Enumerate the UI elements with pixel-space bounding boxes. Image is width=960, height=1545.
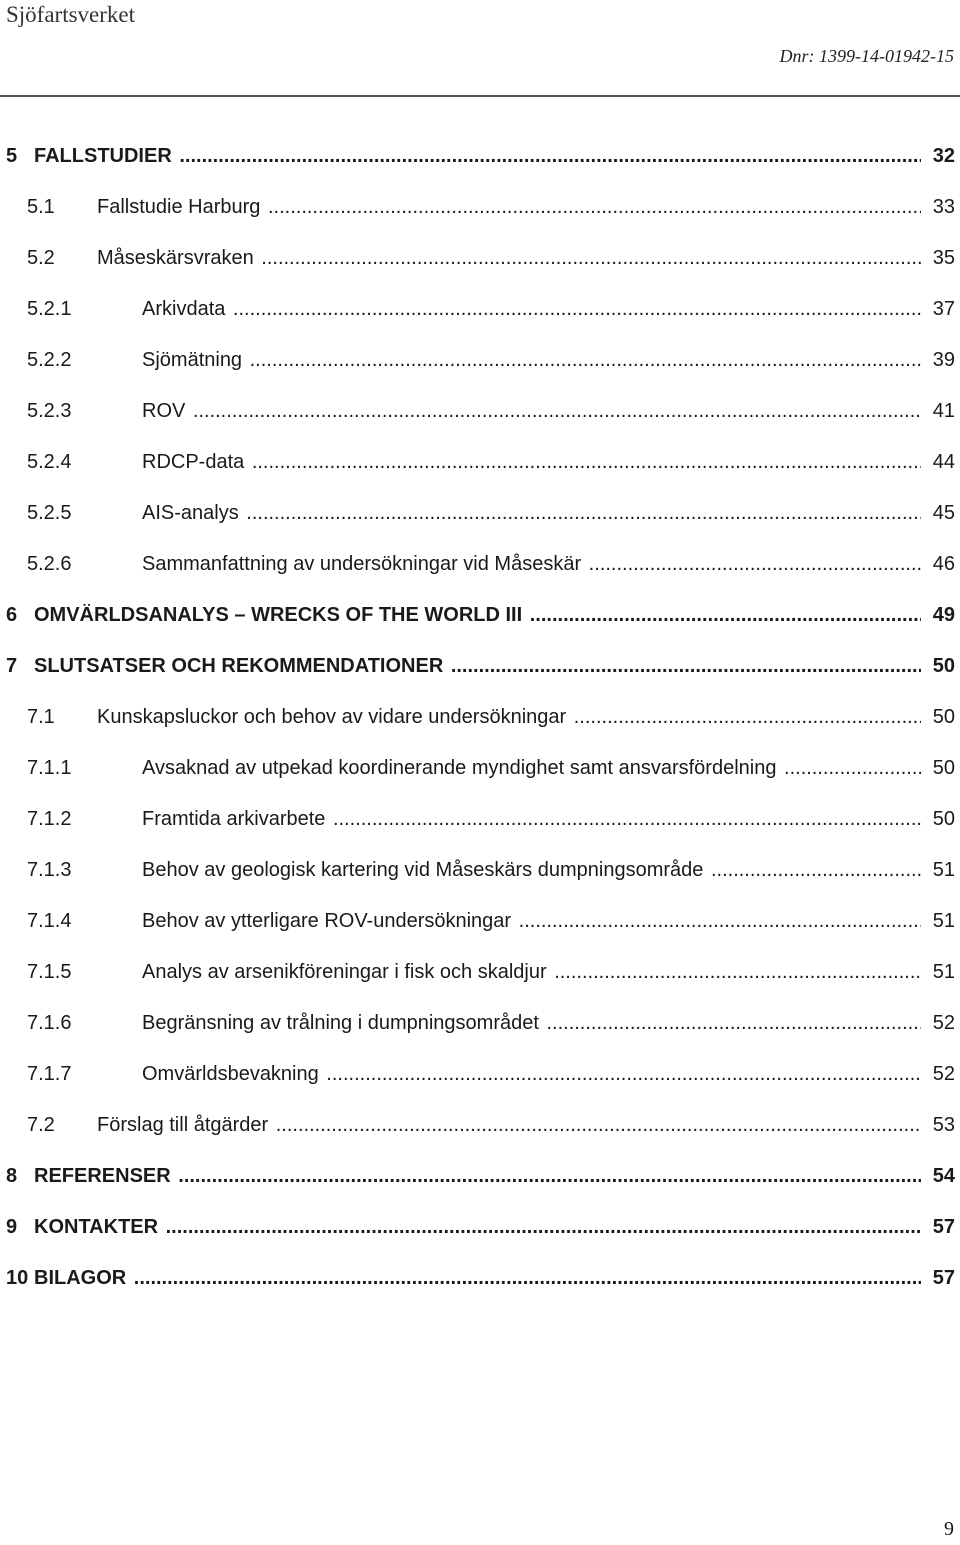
toc-entry[interactable] (0, 1159, 955, 1193)
toc-entry-page: 41 (932, 399, 955, 422)
toc-entry-number: 10 (6, 1266, 29, 1289)
toc-entry-page: 45 (932, 501, 955, 524)
toc-entry-number: 5.1 (27, 195, 55, 218)
toc-entry-title: RDCP-data ..... (142, 451, 921, 474)
toc-entry[interactable] (0, 700, 955, 734)
toc-entry-page: 52 (932, 1011, 955, 1034)
toc-entry-number: 8 (6, 1164, 18, 1187)
toc-entry-title: Arkivdata ..... (142, 298, 921, 321)
toc-entry-page: 52 (932, 1062, 955, 1085)
toc-entry-title: FALLSTUDIER ..... (34, 145, 921, 168)
toc-entry-number: 7.1.3 (27, 858, 72, 881)
toc-entry-title: Behov av ytterligare ROV-undersökningar ..... (142, 910, 921, 933)
toc-entry[interactable] (0, 802, 955, 836)
toc-entry[interactable] (0, 139, 955, 173)
toc-entry-page: 44 (932, 450, 955, 473)
toc-entry[interactable] (0, 343, 955, 377)
toc-entry-number: 9 (6, 1215, 18, 1238)
toc-entry-title: Sammanfattning av undersökningar vid Måseskär ..... (142, 553, 921, 576)
toc-entry[interactable] (0, 1108, 955, 1142)
toc-entry-title: Avsaknad av utpekad koordinerande myndighet samt ansvarsfördelning ..... (142, 757, 921, 780)
toc-entry-number: 5.2.6 (27, 552, 72, 575)
toc-entry[interactable] (0, 292, 955, 326)
toc-entry-page: 51 (932, 909, 955, 932)
toc-entry-page: 49 (932, 603, 955, 626)
toc-entry[interactable] (0, 1006, 955, 1040)
toc-entry-title: Analys av arsenikföreningar i fisk och skaldjur ..... (142, 961, 921, 984)
toc-entry-title: Sjömätning ..... (142, 349, 921, 372)
toc-entry-title: ROV ..... (142, 400, 921, 423)
toc-entry-number: 7.1.1 (27, 756, 72, 779)
toc-entry-title: SLUTSATSER OCH REKOMMENDATIONER ..... (34, 655, 921, 678)
toc-entry-title: AIS-analys ..... (142, 502, 921, 525)
toc-entry-title: Förslag till åtgärder ..... (97, 1114, 921, 1137)
toc-entry-page: 33 (932, 195, 955, 218)
toc-entry[interactable] (0, 598, 955, 632)
toc-entry-page: 50 (932, 807, 955, 830)
toc-entry-page: 35 (932, 246, 955, 269)
toc-entry-title: Omvärldsbevakning ..... (142, 1063, 921, 1086)
toc-entry[interactable] (0, 496, 955, 530)
toc-entry-page: 37 (932, 297, 955, 320)
toc-entry[interactable] (0, 751, 955, 785)
toc-entry-number: 5 (6, 144, 18, 167)
toc-entry-number: 7.1.6 (27, 1011, 72, 1034)
toc-entry-number: 5.2.1 (27, 297, 72, 320)
toc-entry-page: 46 (932, 552, 955, 575)
toc-entry-title: Kunskapsluckor och behov av vidare undersökningar ..... (97, 706, 921, 729)
toc-entry-page: 50 (932, 654, 955, 677)
toc-entry-number: 7.1.7 (27, 1062, 72, 1085)
toc-entry-number: 5.2.3 (27, 399, 72, 422)
toc-entry[interactable] (0, 1261, 955, 1295)
toc-entry-page: 39 (932, 348, 955, 371)
toc-entry[interactable] (0, 445, 955, 479)
toc-entry-number: 5.2.2 (27, 348, 72, 371)
toc-entry-number: 7.1 (27, 705, 55, 728)
toc-entry-title: Begränsning av trålning i dumpningsområdet ..... (142, 1012, 921, 1035)
toc-entry-title: KONTAKTER ..... (34, 1216, 921, 1239)
page-number: 9 (944, 1518, 954, 1540)
toc-entry-page: 51 (932, 858, 955, 881)
header-divider (0, 95, 960, 97)
toc-entry-title: OMVÄRLDSANALYS – WRECKS OF THE WORLD III ..... (34, 604, 921, 627)
toc-entry[interactable] (0, 190, 955, 224)
toc-entry-number: 7 (6, 654, 18, 677)
toc-entry-title: BILAGOR ..... (34, 1267, 921, 1290)
toc-entry-number: 7.2 (27, 1113, 55, 1136)
toc-entry-page: 57 (932, 1215, 955, 1238)
toc-entry-page: 54 (932, 1164, 955, 1187)
toc-entry-number: 5.2.4 (27, 450, 72, 473)
toc-entry[interactable] (0, 955, 955, 989)
toc-entry-title: Fallstudie Harburg ..... (97, 196, 921, 219)
toc-entry-number: 5.2 (27, 246, 55, 269)
document-reference: Dnr: 1399-14-01942-15 (779, 46, 954, 66)
toc-entry[interactable] (0, 1210, 955, 1244)
toc-entry-page: 57 (932, 1266, 955, 1289)
toc-entry[interactable] (0, 853, 955, 887)
toc-entry-title: REFERENSER ..... (34, 1165, 921, 1188)
toc-entry[interactable] (0, 904, 955, 938)
organization-name: Sjöfartsverket (6, 2, 136, 27)
toc-entry-page: 53 (932, 1113, 955, 1136)
toc-entry-page: 32 (932, 144, 955, 167)
toc-entry-number: 7.1.5 (27, 960, 72, 983)
toc-entry[interactable] (0, 394, 955, 428)
toc-entry[interactable] (0, 1057, 955, 1091)
toc-entry-number: 6 (6, 603, 18, 626)
toc-entry-title: Framtida arkivarbete ..... (142, 808, 921, 831)
toc-entry[interactable] (0, 547, 955, 581)
toc-entry-number: 7.1.4 (27, 909, 72, 932)
toc-entry-title: Behov av geologisk kartering vid Måseskärs dumpningsområde ..... (142, 859, 921, 882)
toc-entry-page: 50 (932, 756, 955, 779)
toc-entry-page: 50 (932, 705, 955, 728)
toc-entry-title: Måseskärsvraken ..... (97, 247, 921, 270)
toc-entry-number: 5.2.5 (27, 501, 72, 524)
toc-entry-number: 7.1.2 (27, 807, 72, 830)
toc-entry[interactable] (0, 649, 955, 683)
toc-entry-page: 51 (932, 960, 955, 983)
toc-entry[interactable] (0, 241, 955, 275)
